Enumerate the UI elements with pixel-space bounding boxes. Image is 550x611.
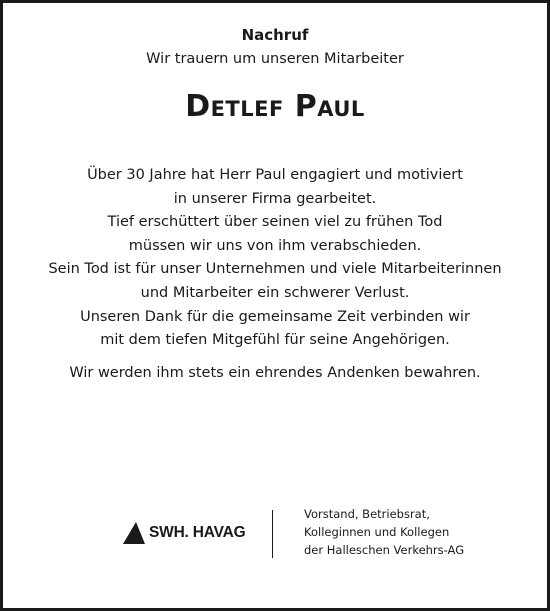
notice-label: Nachruf [241,26,309,44]
body-line: in unserer Firma gearbeitet. [173,190,377,207]
signers-block [304,505,464,559]
notice-subtitle: Wir trauern um unseren Mitarbeiter [146,51,404,67]
body-line: und Mitarbeiter ein schwerer Verlust. [140,284,410,301]
body-line: Tief erschüttert über seinen viel zu frühen Tod [107,214,443,231]
footer-divider [272,510,273,558]
company-logo [123,522,245,544]
body-line: mit dem tiefen Mitgefühl für seine Angehörigen. [100,332,450,349]
notice-body [23,164,527,353]
body-line: Über 30 Jahre hat Herr Paul engagiert und motiviert [87,167,463,183]
signer-line: Vorstand, Betriebsrat, [304,507,430,521]
body-line: müssen wir uns von ihm verabschieden. [128,237,422,254]
triangle-mark-icon [123,522,145,544]
body-line: Unseren Dank für die gemeinsame Zeit verbinden wir [80,308,470,325]
closing-sentence: Wir werden ihm stets ein ehrendes Andenken bewahren. [69,365,481,381]
body-line: Sein Tod ist für unser Unternehmen und viele Mitarbeiterinnen [48,261,502,278]
signer-line: der Halleschen Verkehrs-AG [304,543,465,557]
deceased-name: Detlef Paul [185,89,365,124]
signer-line: Kolleginnen und Kollegen [304,525,450,539]
logo-text: SWH. HAVAG [149,524,246,541]
